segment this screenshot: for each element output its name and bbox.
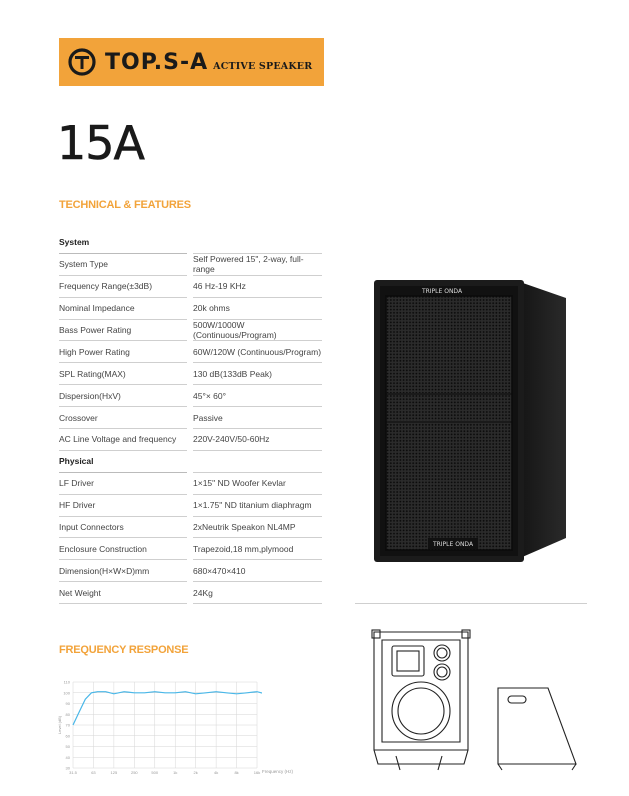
y-tick-label: 60 bbox=[65, 733, 70, 739]
spec-label: High Power Rating bbox=[59, 341, 187, 363]
photo-divider bbox=[355, 603, 587, 604]
speaker-photo bbox=[370, 276, 570, 576]
spec-row bbox=[59, 429, 322, 451]
frequency-section-title: FREQUENCY RESPONSE bbox=[59, 644, 189, 656]
spec-label: Dispersion(HxV) bbox=[59, 385, 187, 407]
chart-x-axis-label: Frequency (Hz) bbox=[262, 769, 294, 774]
spec-value: 60W/120W (Continuous/Program) bbox=[193, 341, 322, 363]
dimension-drawings bbox=[370, 624, 590, 774]
spec-value: Passive bbox=[193, 407, 322, 429]
x-tick-label: 31.5 bbox=[69, 770, 77, 775]
spec-value: 220V-240V/50-60Hz bbox=[193, 429, 322, 451]
y-tick-label: 80 bbox=[65, 711, 70, 717]
spec-value: 500W/1000W (Continuous/Program) bbox=[193, 320, 322, 342]
spec-value: 46 Hz-19 KHz bbox=[193, 276, 322, 298]
speaker-badge-top: TRIPLE ONDA bbox=[421, 288, 463, 295]
response-curve bbox=[73, 692, 262, 725]
y-tick-label: 110 bbox=[63, 679, 70, 685]
spec-label: System bbox=[59, 232, 187, 254]
spec-value: 20k ohms bbox=[193, 298, 322, 320]
x-tick-label: 125 bbox=[110, 770, 118, 775]
spec-row bbox=[59, 254, 322, 276]
spec-value: 2xNeutrik Speakon NL4MP bbox=[193, 517, 322, 539]
spec-label: SPL Rating(MAX) bbox=[59, 363, 187, 385]
spec-label: Enclosure Construction bbox=[59, 538, 187, 560]
front-view-drawing bbox=[372, 630, 470, 770]
spec-row bbox=[59, 560, 322, 582]
spec-row bbox=[59, 473, 322, 495]
spec-row bbox=[59, 320, 322, 342]
spec-row bbox=[59, 385, 322, 407]
spec-table bbox=[59, 232, 322, 604]
x-tick-label: 250 bbox=[130, 770, 138, 775]
spec-label: Bass Power Rating bbox=[59, 320, 187, 342]
frequency-response-chart bbox=[57, 676, 262, 776]
brand-subtitle: ACTIVE SPEAKER bbox=[213, 60, 313, 72]
spec-row bbox=[59, 495, 322, 517]
spec-label: Input Connectors bbox=[59, 517, 187, 539]
spec-value bbox=[193, 232, 322, 254]
y-tick-label: 50 bbox=[65, 744, 70, 749]
spec-row bbox=[59, 298, 322, 320]
x-tick-label: 16k bbox=[253, 770, 261, 775]
spec-value: Self Powered 15", 2-way, full-range bbox=[193, 254, 322, 276]
x-tick-label: 8k bbox=[234, 770, 239, 775]
side-view-drawing bbox=[498, 688, 576, 770]
y-tick-label: 40 bbox=[65, 754, 70, 760]
x-tick-label: 1k bbox=[173, 770, 178, 775]
y-axis-label: Level (dB) bbox=[57, 715, 62, 735]
spec-row bbox=[59, 276, 322, 298]
spec-row bbox=[59, 538, 322, 560]
spec-label: Net Weight bbox=[59, 582, 187, 604]
spec-label: HF Driver bbox=[59, 495, 187, 517]
spec-label: Nominal Impedance bbox=[59, 298, 187, 320]
spec-value: 45°× 60° bbox=[193, 385, 322, 407]
spec-value: 1×1.75" ND titanium diaphragm bbox=[193, 495, 322, 517]
x-tick-label: 500 bbox=[151, 770, 159, 775]
x-tick-label: 2k bbox=[193, 770, 198, 775]
y-tick-label: 100 bbox=[63, 690, 70, 696]
spec-label: Frequency Range(±3dB) bbox=[59, 276, 187, 298]
spec-row bbox=[59, 517, 322, 539]
speaker-badge-bottom: TRIPLE ONDA bbox=[432, 541, 474, 548]
spec-value: 680×470×410 bbox=[193, 560, 322, 582]
model-title: 15A bbox=[57, 116, 145, 170]
spec-value: 24Kg bbox=[193, 582, 322, 604]
spec-value bbox=[193, 451, 322, 473]
spec-row bbox=[59, 341, 322, 363]
spec-label: Dimension(H×W×D)mm bbox=[59, 560, 187, 582]
technical-section-title: TECHNICAL & FEATURES bbox=[59, 199, 191, 211]
spec-group-header bbox=[59, 451, 322, 473]
spec-row bbox=[59, 407, 322, 429]
spec-label: AC Line Voltage and frequency bbox=[59, 429, 187, 451]
spec-row bbox=[59, 582, 322, 604]
x-tick-label: 63 bbox=[91, 770, 96, 775]
spec-value: Trapezoid,18 mm,plymood bbox=[193, 538, 322, 560]
spec-value: 130 dB(133dB Peak) bbox=[193, 363, 322, 385]
spec-label: LF Driver bbox=[59, 473, 187, 495]
brand-name: TOP.S-A bbox=[105, 49, 209, 75]
spec-group-header bbox=[59, 232, 322, 254]
y-tick-label: 30 bbox=[65, 765, 70, 771]
spec-label: Physical bbox=[59, 451, 187, 473]
spec-value: 1×15" ND Woofer Kevlar bbox=[193, 473, 322, 495]
spec-row bbox=[59, 363, 322, 385]
y-tick-label: 90 bbox=[65, 701, 70, 706]
header-banner bbox=[59, 38, 324, 86]
spec-label: Crossover bbox=[59, 407, 187, 429]
x-tick-label: 4k bbox=[213, 770, 219, 775]
y-tick-label: 70 bbox=[65, 722, 70, 728]
brand-logo-icon bbox=[67, 47, 97, 77]
spec-label: System Type bbox=[59, 254, 187, 276]
